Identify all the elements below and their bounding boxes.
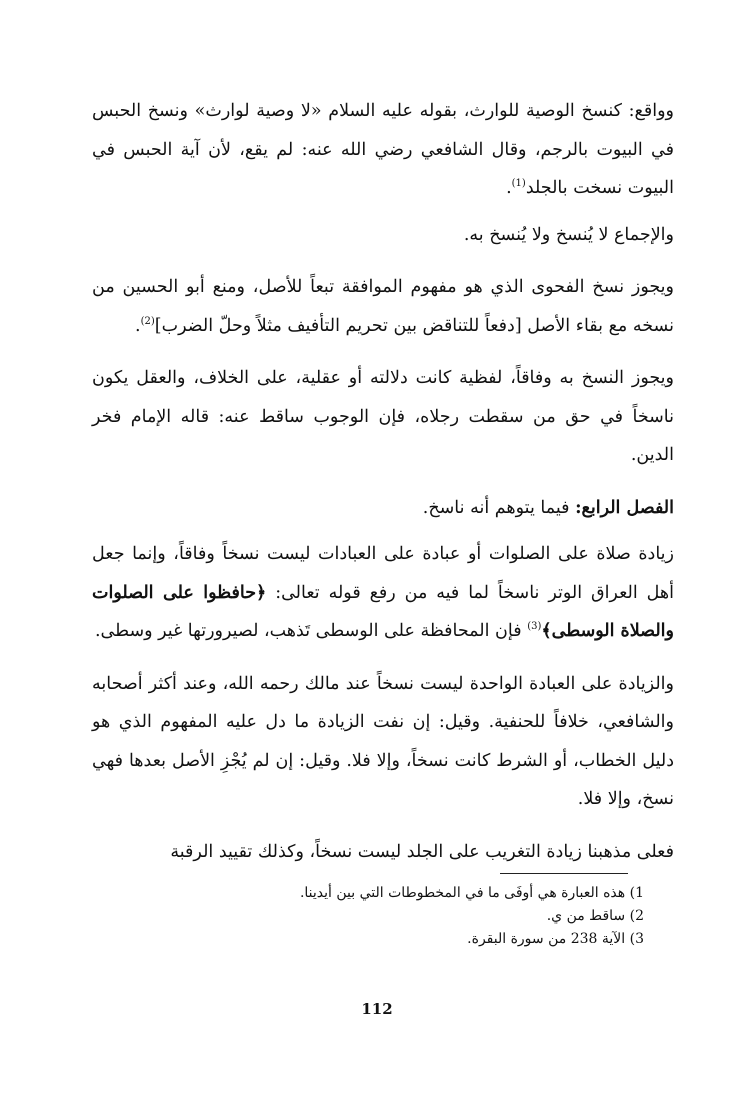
quran-verse: ﴿حافظوا على الصلوات والصلاة الوسطى﴾ bbox=[92, 582, 674, 641]
paragraph-taghrib: فعلى مذهبنا زيادة التغريب على الجلد ليست نسخاً، وكذلك تقييد الرقبة bbox=[170, 841, 674, 862]
main-text bbox=[92, 92, 674, 871]
footnote-ref-3: (3) bbox=[527, 621, 542, 633]
footnotes bbox=[120, 882, 644, 951]
footnote-separator bbox=[500, 873, 628, 874]
footnote-ref-2: (2) bbox=[140, 315, 155, 327]
footnote-2: 2) ساقط من ي. bbox=[546, 908, 644, 924]
section-heading-paragraph: الفصل الرابع: فيما يتوهم أنه ناسخ. bbox=[422, 497, 674, 518]
footnote-3: 3) الآية 238 من سورة البقرة. bbox=[467, 931, 644, 947]
paragraph-reason: ويجوز النسخ به وفاقاً، لفظية كانت دلالته أو عقلية، على الخلاف، والعقل يكون ناسخاً في حق من سقطت رجلاه، فإن الوجوب ساقط عنه: قاله الإمام فخر الدين. bbox=[92, 368, 674, 465]
footnote-ref-1: (1) bbox=[511, 178, 526, 190]
section-heading: الفصل الرابع: bbox=[575, 497, 674, 518]
paragraph-single-worship: والزيادة على العبادة الواحدة ليست نسخاً عند مالك رحمه الله، وعند أكثر أصحابه والشافعي، خلافاً للحنفية. وقيل: إن نفت الزيادة ما دل عليه المفهوم الذي هو دليل الخطاب، أو الشرط كانت نسخاً، وإلا فلا. وقيل: إن لم يُجْزِ الأصل بعدها فهي نسخ، وإلا فلا. bbox=[92, 673, 674, 809]
footnote-1: 1) هذه العبارة هي أوفَى ما في المخطوطات التي بين أيدينا. bbox=[299, 885, 644, 901]
page-number: 112 bbox=[361, 1000, 393, 1018]
paragraph-fahwa: ويجوز نسخ الفحوى الذي هو مفهوم الموافقة تبعاً للأصل، ومنع أبو الحسين من نسخه مع بقاء الأصل [دفعاً للتناقض بين تحريم التأفيف مثلاً وحلّ الضرب]$^{(2)}$. bbox=[92, 277, 674, 336]
paragraph-abrogation-examples: وواقع: كنسخ الوصية للوارث، بقوله عليه السلام «لا وصية لوارث» ونسخ الحبس في البيوت بالرجم، وقال الشافعي رضي الله عنه: لم يقع، لأن آية الحبس في البيوت نسخت بالجلد$^{(1)}$. bbox=[92, 101, 674, 198]
paragraph-addition: زيادة صلاة على الصلوات أو عبادة على العبادات ليست نسخاً وفاقاً، وإنما جعل أهل العراق الوتر ناسخاً لما فيه من رفع قوله تعالى: ﴿حافظوا على الصلوات والصلاة الوسطى﴾$^{(3)}$ فإن المحافظة على الوسطى تَذهب، لصيرورتها غير وسطى. bbox=[92, 544, 674, 641]
paragraph-consensus: والإجماع لا يُنسخ ولا يُنسخ به. bbox=[463, 224, 674, 245]
